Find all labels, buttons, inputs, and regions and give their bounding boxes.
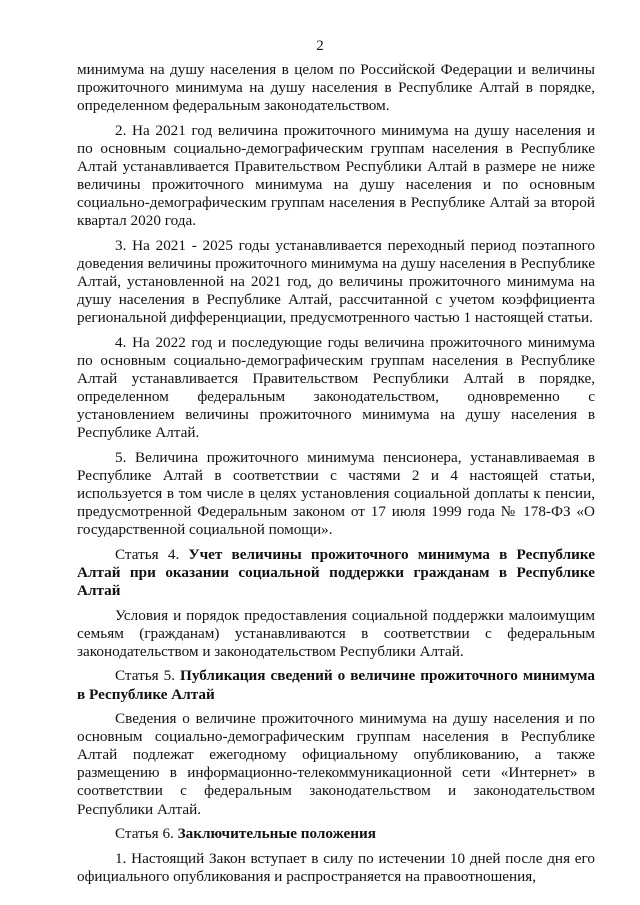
paragraph-item-2: 2. На 2021 год величина прожиточного минимума на душу населения и по основным социально-демографическим группам населения в Республике Алтай устанавливается Правительством Республики Алтай в размере не ниже величины прожиточного минимума на душу населения и по основным социально-демографическим группам населения в Республике Алтай за второй квартал 2020 года.: [77, 121, 595, 230]
article-5-title: Публикация сведений о величине прожиточного минимума в Республике Алтай: [77, 667, 595, 703]
page-number: 2: [316, 38, 324, 54]
article-4-title: Учет величины прожиточного минимума в Республике Алтай при оказании социальной поддержки гражданам в Республике Алтай: [77, 545, 595, 600]
paragraph-item-4: 4. На 2022 год и последующие годы величина прожиточного минимума по основным социально-демографическим группам населения в Республике Алтай устанавливается Правительством Республики Алтай в порядке, определенном федеральным законодательством, одновременно с установлением величины прожиточного минимума на душу населения в Республике Алтай.: [77, 333, 595, 442]
article-6-title: Заключительные положения: [177, 825, 376, 843]
document-body: [77, 61, 595, 892]
article-5-label: Статья 5.: [115, 667, 180, 685]
article-4-label: Статья 4.: [115, 545, 189, 563]
article-6-paragraph-1: 1. Настоящий Закон вступает в силу по истечении 10 дней после дня его официального опубликования и распространяется на правоотношения,: [77, 849, 595, 885]
article-6-label: Статья 6.: [115, 825, 178, 843]
paragraph-continuation: минимума на душу населения в целом по Российской Федерации и величины прожиточного минимума на душу населения в Республике Алтай в порядке, определенном федеральным законодательством.: [77, 61, 595, 115]
article-6-heading: [77, 825, 595, 843]
article-5-heading: [77, 667, 595, 703]
article-4-heading: [77, 546, 595, 600]
article-5-paragraph: Сведения о величине прожиточного минимума на душу населения и по основным социально-демографическим группам населения в Республике Алтай подлежат ежегодному официальному опубликованию, а также размещению в информационно-телекоммуникационной сети «Интернет» в соответствии с федеральным законодательством и законодательством Республики Алтай.: [77, 710, 595, 818]
article-4-paragraph: Условия и порядок предоставления социальной поддержки малоимущим семьям (гражданам) устанавливаются в соответствии с федеральным законодательством и законодательством Республики Алтай.: [77, 606, 595, 660]
paragraph-item-3: 3. На 2021 - 2025 годы устанавливается переходный период поэтапного доведения величины прожиточного минимума на душу населения в Республике Алтай, установленной на 2021 год, до величины прожиточного минимума на душу населения в Республике Алтай, рассчитанной с учетом коэффициента региональной дифференциации, предусмотренного частью 1 настоящей статьи.: [77, 236, 595, 327]
paragraph-item-5: 5. Величина прожиточного минимума пенсионера, устанавливаемая в Республике Алтай в соответствии с частями 2 и 4 настоящей статьи, используется в том числе в целях установления социальной доплаты к пенсии, предусмотренной Федеральным законом от 17 июля 1999 года № 178-ФЗ «О государственной социальной помощи».: [77, 448, 595, 539]
